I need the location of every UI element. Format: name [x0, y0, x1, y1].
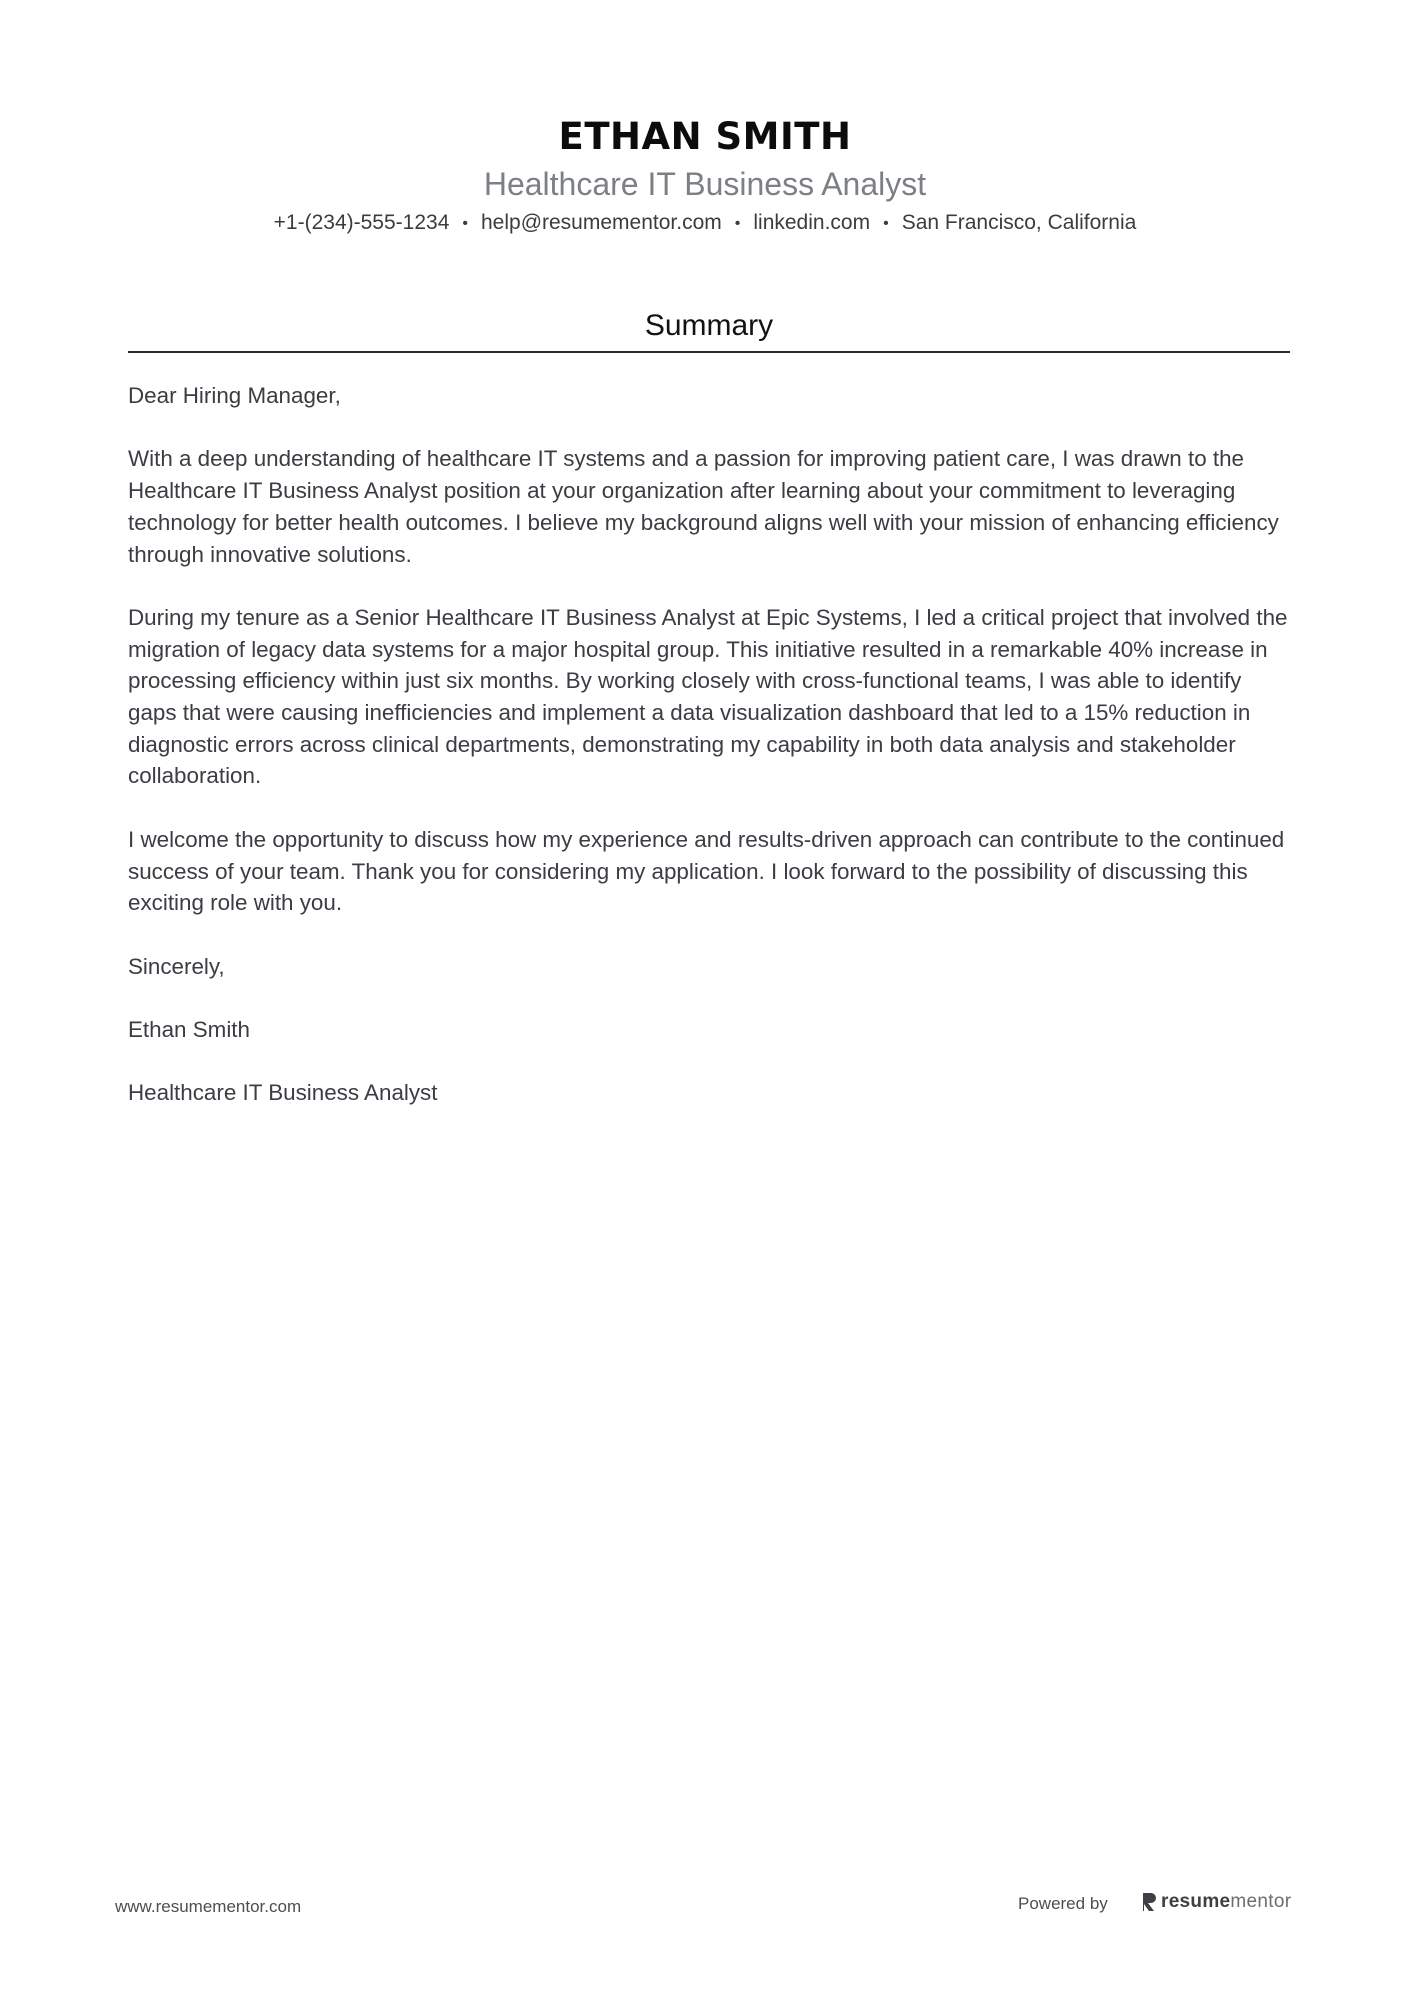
letter-header: [0, 112, 1410, 239]
applicant-name: ETHAN SMITH: [558, 115, 852, 158]
letter-body: [128, 380, 1290, 1141]
letter-paragraph: During my tenure as a Senior Healthcare IT Business Analyst at Epic Systems, I led a critical project that involved the migration of legacy data systems for a major hospital group. This initiative resulted in a remarkable 40% increase in processing efficiency within just six months. By working closely with cross-functional teams, I was able to identify gaps that were causing inefficiencies and implement a data visualization dashboard that led to a 15% reduction in diagnostic errors across clinical departments, demonstrating my capability in both data analysis and stakeholder collaboration.: [128, 604, 1288, 789]
resumementor-logo-icon: [1141, 1891, 1157, 1913]
footer-website-link[interactable]: www.resumementor.com: [115, 1897, 302, 1916]
signature-name: Ethan Smith: [128, 1016, 250, 1042]
section-title: Summary: [644, 309, 774, 342]
letter-closing: Sincerely,: [128, 953, 225, 979]
powered-by-label: Powered by: [1018, 1894, 1108, 1913]
contact-linkedin[interactable]: linkedin.com: [753, 211, 871, 234]
contact-separator: •: [462, 215, 468, 232]
brand-name-part: mentor: [1230, 1891, 1292, 1912]
contact-location: San Francisco, California: [901, 211, 1137, 234]
contact-separator: •: [734, 215, 741, 232]
brand-name-part: resume: [1161, 1891, 1231, 1912]
contact-line: [0, 208, 1410, 239]
letter-paragraph: With a deep understanding of healthcare IT systems and a passion for improving patient care, I was drawn to the Healthcare IT Business Analyst position at your organization after learning about your commitment to leveraging technology for better health outcomes. I believe my background aligns well with your mission of enhancing efficiency through innovative solutions.: [128, 446, 1279, 567]
resumementor-brand[interactable]: [1141, 1889, 1291, 1915]
letter-greeting: Dear Hiring Manager,: [128, 383, 341, 408]
signature-title: Healthcare IT Business Analyst: [128, 1080, 438, 1106]
contact-separator: •: [883, 215, 889, 232]
section-divider: [128, 351, 1290, 353]
letter-paragraph: I welcome the opportunity to discuss how my experience and results-driven approach can contribute to the continued success of your team. Thank you for considering my application. I look forward to the possibility of discussing this exciting role with you.: [128, 826, 1285, 916]
applicant-job-title: Healthcare IT Business Analyst: [483, 166, 927, 202]
contact-phone: +1-(234)-555-1234: [273, 211, 450, 234]
contact-email[interactable]: help@resumementor.com: [480, 211, 722, 234]
